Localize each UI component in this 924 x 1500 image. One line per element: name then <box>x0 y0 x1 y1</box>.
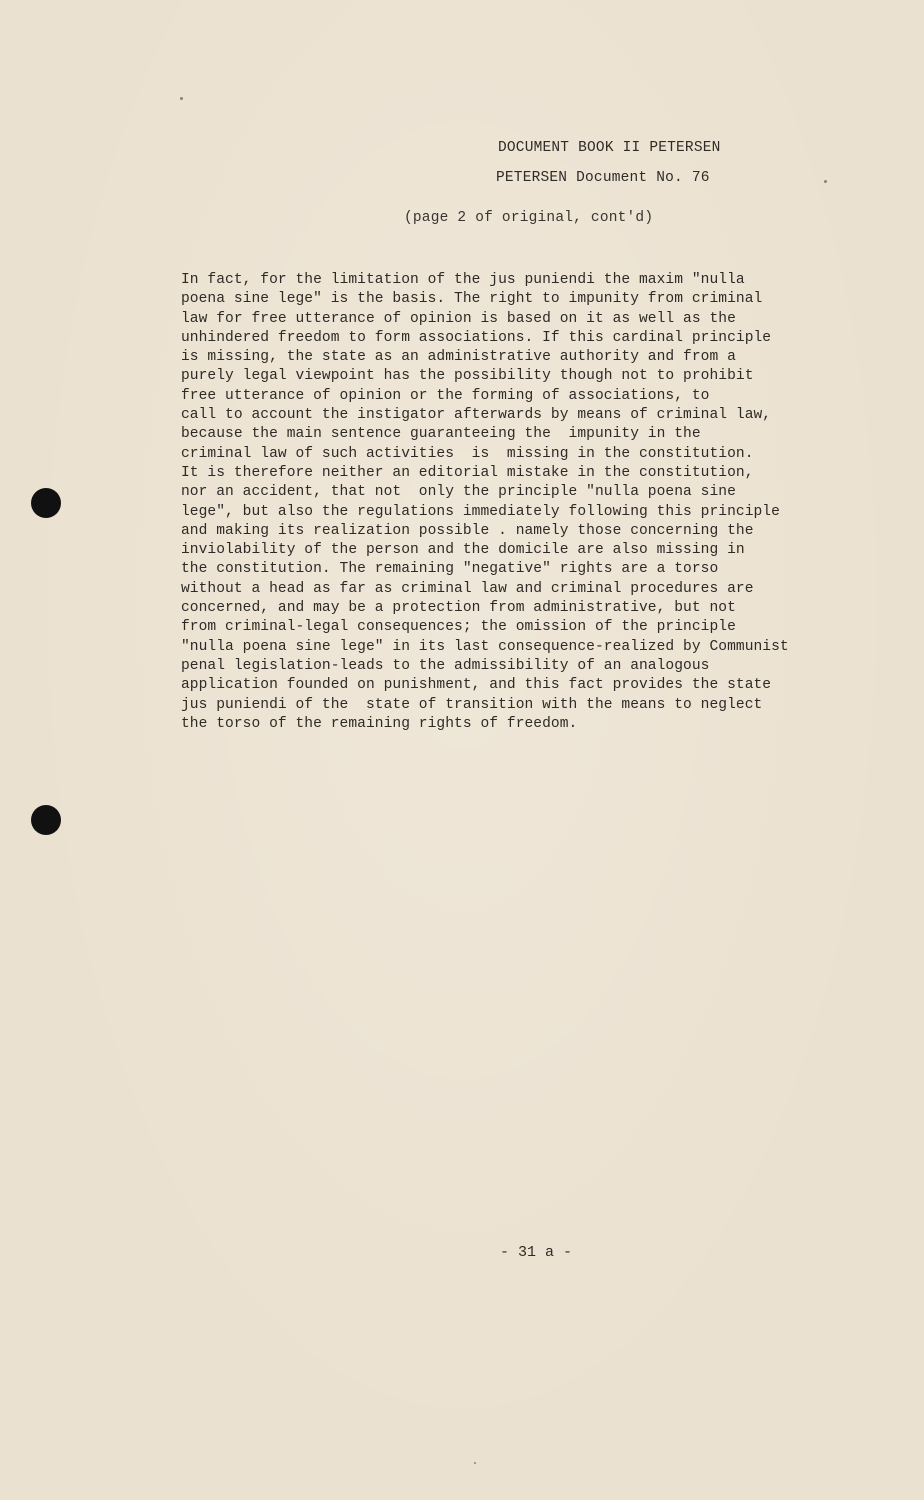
body-line: the constitution. The remaining "negative" rights are a torso <box>181 561 719 578</box>
punch-hole <box>31 805 61 835</box>
body-line: It is therefore neither an editorial mistake in the constitution, <box>181 464 754 481</box>
paper-speck <box>180 97 183 100</box>
body-line: because the main sentence guaranteeing the impunity in the <box>181 426 701 443</box>
body-line: the torso of the remaining rights of freedom. <box>181 715 578 732</box>
page-note: (page 2 of original, cont'd) <box>404 210 654 226</box>
document-book-title: DOCUMENT BOOK II PETERSEN <box>498 140 721 156</box>
body-line: jus puniendi of the state of transition with the means to neglect <box>181 696 763 713</box>
body-line: lege", but also the regulations immediately following this principle <box>181 503 780 520</box>
body-line: criminal law of such activities is missing in the constitution. <box>181 445 754 462</box>
body-line: and making its realization possible . namely those concerning the <box>181 522 754 539</box>
body-paragraph <box>181 271 861 734</box>
body-line: application founded on punishment, and this fact provides the state <box>181 677 772 694</box>
body-line: nor an accident, that not only the principle "nulla poena sine <box>181 484 736 501</box>
body-line: purely legal viewpoint has the possibility though not to prohibit <box>181 368 754 385</box>
body-line: call to account the instigator afterwards by means of criminal law, <box>181 407 772 424</box>
paper-speck <box>474 1462 476 1464</box>
body-line: is missing, the state as an administrative authority and from a <box>181 349 736 366</box>
body-line: without a head as far as criminal law and criminal procedures are <box>181 580 754 597</box>
body-line: poena sine lege" is the basis. The right to impunity from criminal <box>181 291 763 308</box>
document-number: PETERSEN Document No. 76 <box>496 170 710 186</box>
body-line: free utterance of opinion or the forming of associations, to <box>181 387 710 404</box>
body-line: penal legislation-leads to the admissibility of an analogous <box>181 657 710 674</box>
body-line: from criminal-legal consequences; the omission of the principle <box>181 619 736 636</box>
body-line: inviolability of the person and the domicile are also missing in <box>181 542 745 559</box>
body-line: "nulla poena sine lege" in its last consequence-realized by Communist <box>181 638 789 655</box>
body-line: law for free utterance of opinion is based on it as well as the <box>181 310 736 327</box>
page-number: - 31 a - <box>500 1244 573 1261</box>
body-line: unhindered freedom to form associations. If this cardinal principle <box>181 329 772 346</box>
punch-hole <box>31 488 61 518</box>
paper-speck <box>824 180 827 183</box>
body-line: concerned, and may be a protection from administrative, but not <box>181 600 736 617</box>
body-line: In fact, for the limitation of the jus puniendi the maxim "nulla <box>181 272 745 288</box>
